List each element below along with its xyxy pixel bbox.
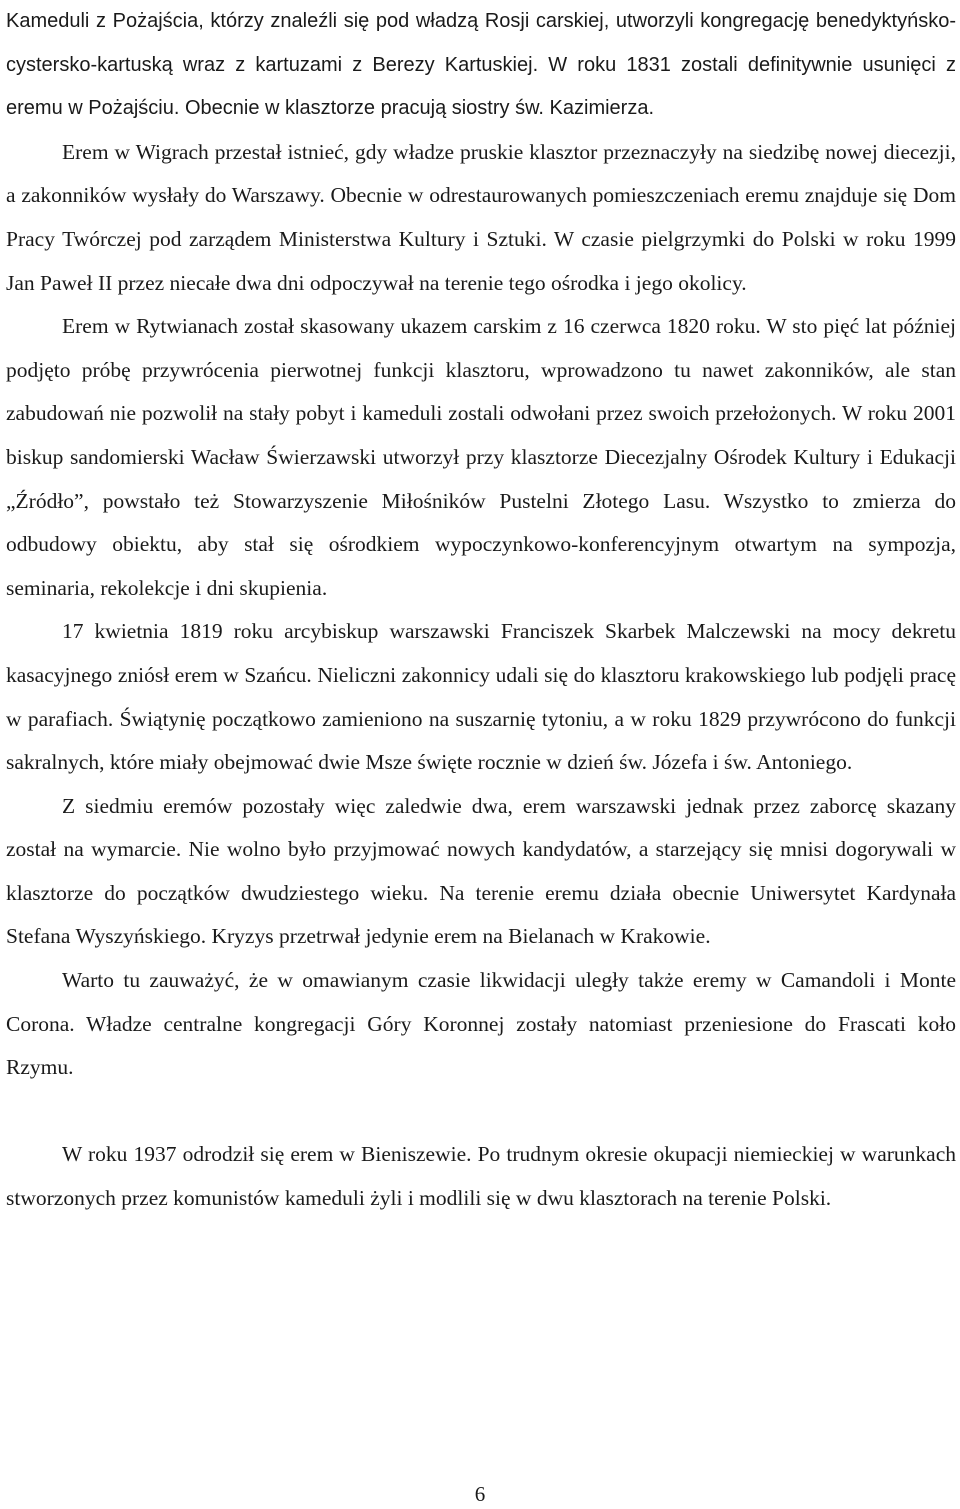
paragraph-bieniszew: W roku 1937 odrodził się erem w Bieniszewie. Po trudnym okresie okupacji niemieckiej w warunkach stworzonych przez komunistów kameduli żyli i modlili się w dwu klasztorach na terenie Polski. xyxy=(6,1142,956,1211)
paragraph-siedem-eremow: Z siedmiu eremów pozostały więc zaledwie dwa, erem warszawski jednak przez zaborcę skazany został na wymarcie. Nie wolno było przyjmować nowych kandydatów, a starzejący się mnisi dogorywali w klasztorze do początków dwudziestego wieku. Na terenie eremu działa obecnie Uniwersytet Kardynała Stefana Wyszyńskiego. Kryzys przetrwał jedynie erem na Bielanach w Krakowie. xyxy=(6,793,956,949)
paragraph-rytwiany: Erem w Rytwianach został skasowany ukazem carskim z 16 czerwca 1820 roku. W sto pięć lat później podjęto próbę przywrócenia pierwotnej funkcji klasztoru, wprowadzono tu nawet zakonników, ale stan zabudowań nie pozwolił na stały pobyt i kameduli zostali odwołani przez swoich przełożonych. W roku 2001 biskup sandomierski Wacław Świerzawski utworzył przy klasztorze Diecezjalny Ośrodek Kultury i Edukacji „Źródło”, powstało też Stowarzyszenie Miłośników Pustelni Złotego Lasu. Wszystko to zmierza do odbudowy obiektu, aby stał się ośrodkiem wypoczynkowo-konferencyjnym otwartym na sympozja, seminaria, rekolekcje i dni skupienia. xyxy=(6,314,956,600)
paragraph-szaniec: 17 kwietnia 1819 roku arcybiskup warszawski Franciszek Skarbek Malczewski na mocy dekretu kasacyjnego zniósł erem w Szańcu. Nieliczni zakonnicy udali się do klasztoru krakowskiego lub podjęli pracę w parafiach. Świątynię początkowo zamieniono na suszarnię tytoniu, a w roku 1829 przywrócono do funkcji sakralnych, które miały obejmować dwie Msze święte rocznie w dzień św. Józefa i św. Antoniego. xyxy=(6,619,956,775)
body-text xyxy=(6,0,956,1221)
page-number: 6 xyxy=(474,1482,486,1506)
paragraph-camaldoli: Warto tu zauważyć, że w omawianym czasie likwidacji uległy także eremy w Camandoli i Monte Corona. Władze centralne kongregacji Góry Koronnej zostały natomiast przeniesione do Frascati koło Rzymu. xyxy=(6,968,956,1080)
paragraph-wigry: Erem w Wigrach przestał istnieć, gdy władze pruskie klasztor przeznaczyły na siedzibę nowej diecezji, a zakonników wysłały do Warszawy. Obecnie w odrestaurowanych pomieszczeniach eremu znajduje się Dom Pracy Twórczej pod zarządem Ministerstwa Kultury i Sztuki. W czasie pielgrzymki do Polski w roku 1999 Jan Paweł II przez niecałe dwa dni odpoczywał na terenie tego ośrodka i jego okolicy. xyxy=(6,139,956,295)
paragraph-pozajscie: Kameduli z Pożajścia, którzy znaleźli się pod władzą Rosji carskiej, utworzyli kongregację benedyktyńsko-cystersko-kartuską wraz z kartuzami z Berezy Kartuskiej. W roku 1831 zostali definitywnie usunięci z eremu w Pożajściu. Obecnie w klasztorze pracują siostry św. Kazimierza. xyxy=(6,10,956,120)
